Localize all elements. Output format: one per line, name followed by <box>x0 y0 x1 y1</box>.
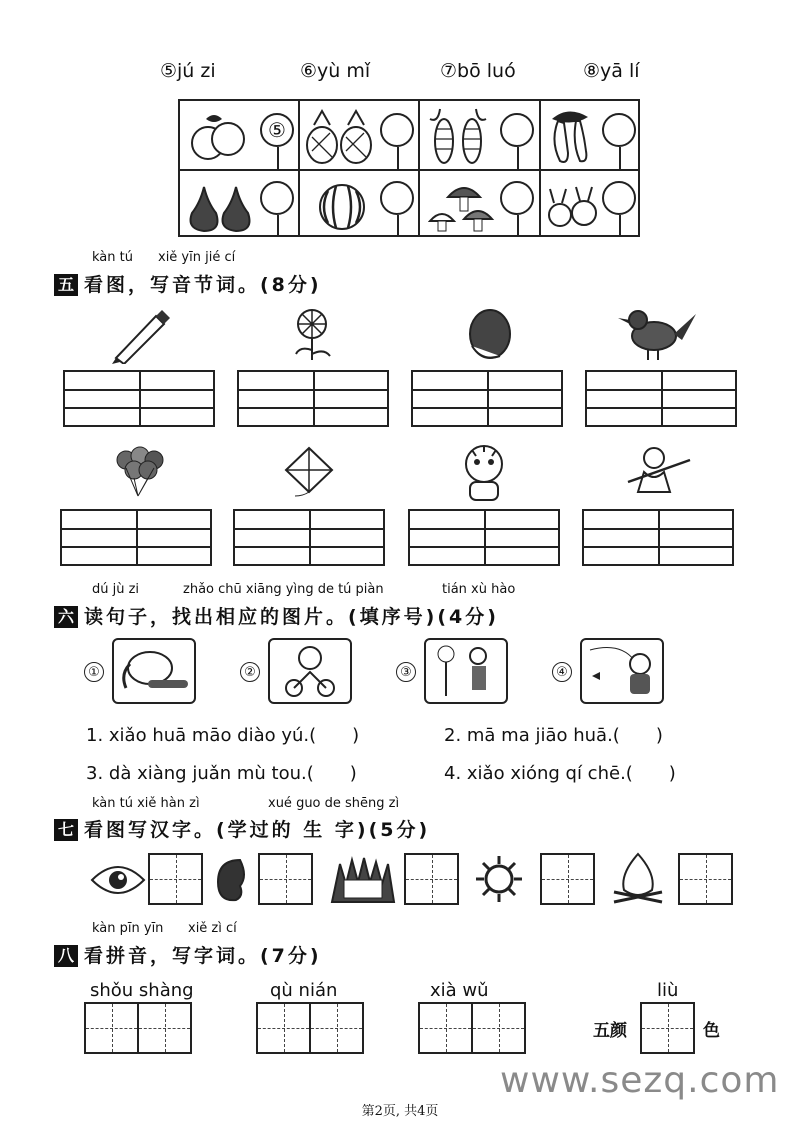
sun-image <box>474 854 524 904</box>
eggplant-image <box>544 105 602 167</box>
answer-circle-8 <box>602 181 636 215</box>
answer-box-4[interactable] <box>640 1002 695 1054</box>
pineapple-image <box>304 107 376 165</box>
item-pinyin-1: shǒu shàng <box>90 980 194 1001</box>
sec7-pinyin-1: kàn tú xiě hàn zì <box>92 796 200 811</box>
phrase-right: 色 <box>703 1021 720 1041</box>
monkey-king-image <box>624 442 694 502</box>
answer-box-3a[interactable] <box>418 1002 473 1054</box>
chrysanthemum-image <box>288 306 336 362</box>
sentence-3: 3. dà xiàng juǎn mù tou.( ) <box>86 763 357 784</box>
picture-watering-flowers <box>424 638 508 704</box>
writing-box-1[interactable] <box>63 370 215 427</box>
sec6-number: 六 <box>54 606 78 628</box>
sec5-title <box>54 270 322 297</box>
sec7-number: 七 <box>54 819 78 841</box>
char-box-4[interactable] <box>540 853 595 905</box>
choice-7: ⑦bō luó <box>440 60 516 82</box>
watermelon-image <box>314 179 370 235</box>
char-box-1[interactable] <box>148 853 203 905</box>
picture-cat-fishing <box>580 638 664 704</box>
sec8-title-text: 看拼音，写字词。(7分) <box>84 945 322 967</box>
sentence-2: 2. mā ma jiāo huā.( ) <box>444 725 663 746</box>
fruit-grid <box>178 99 640 237</box>
writing-box-6[interactable] <box>233 509 385 566</box>
sec5-pinyin-1: kàn tú <box>92 250 133 265</box>
answer-circle-1: ⑤ <box>260 113 294 147</box>
crow-image <box>618 306 702 364</box>
sec8-pinyin-1: kàn pīn yīn <box>92 921 164 936</box>
sec5-title-text: 看图，写音节词。(8分) <box>84 274 322 296</box>
item-pinyin-3: xià wǔ <box>430 980 489 1001</box>
choice-6: ⑥yù mǐ <box>300 60 371 82</box>
writing-box-8[interactable] <box>582 509 734 566</box>
sec7-pinyin-2: xué guo de shēng zì <box>268 796 400 811</box>
answer-box-3b[interactable] <box>471 1002 526 1054</box>
answer-circle-3 <box>500 113 534 147</box>
answer-circle-4 <box>602 113 636 147</box>
answer-box-2b[interactable] <box>309 1002 364 1054</box>
pic-label-1: ① <box>84 662 104 682</box>
sec6-pinyin-3: tián xù hào <box>442 582 516 597</box>
writing-box-7[interactable] <box>408 509 560 566</box>
corn-image <box>424 105 494 167</box>
char-box-5[interactable] <box>678 853 733 905</box>
cabbage-image <box>462 306 516 362</box>
oranges-image <box>186 109 252 163</box>
phrase-left: 五颜 <box>593 1021 627 1041</box>
writing-box-5[interactable] <box>60 509 212 566</box>
answer-circle-6 <box>380 181 414 215</box>
writing-box-4[interactable] <box>585 370 737 427</box>
answer-circle-5 <box>260 181 294 215</box>
writing-box-2[interactable] <box>237 370 389 427</box>
pic-label-4: ④ <box>552 662 572 682</box>
answer-box-2a[interactable] <box>256 1002 311 1054</box>
sec7-title <box>54 815 430 842</box>
sec6-pinyin-2: zhǎo chū xiāng yìng de tú piàn <box>183 582 384 597</box>
choice-8: ⑧yā lí <box>583 60 640 82</box>
balloons-image <box>112 446 168 498</box>
kite-image <box>280 444 338 500</box>
pencil-image <box>110 306 170 364</box>
fire-image <box>610 850 666 906</box>
sec6-title <box>54 602 499 629</box>
sec8-number: 八 <box>54 945 78 967</box>
item-pinyin-4: liù <box>657 980 679 1001</box>
writing-box-3[interactable] <box>411 370 563 427</box>
sec5-pinyin-2: xiě yīn jié cí <box>158 250 236 265</box>
pic-label-2: ② <box>240 662 260 682</box>
mushroom-image <box>428 177 498 237</box>
item-pinyin-2: qù nián <box>270 980 338 1001</box>
sec8-pinyin-2: xiě zì cí <box>188 921 237 936</box>
tiger-image <box>456 442 512 502</box>
answer-circle-7 <box>500 181 534 215</box>
answer-box-1a[interactable] <box>84 1002 139 1054</box>
char-box-3[interactable] <box>404 853 459 905</box>
sec7-title-text: 看图写汉字。(学过的 生 字)(5分) <box>84 819 431 841</box>
grass-image <box>330 854 396 904</box>
sec6-pinyin-1: dú jù zi <box>92 582 140 597</box>
sec6-title-text: 读句子，找出相应的图片。(填序号)(4分) <box>84 606 499 628</box>
ear-image <box>214 856 248 904</box>
picture-bear-bike <box>268 638 352 704</box>
sentence-4: 4. xiǎo xióng qí chē.( ) <box>444 763 676 784</box>
sec8-title <box>54 941 322 968</box>
sentence-1: 1. xiǎo huā māo diào yú.( ) <box>86 725 360 746</box>
radish-image <box>544 181 604 235</box>
eye-image <box>90 860 146 900</box>
watermark: www.sezq.com <box>500 1060 780 1101</box>
picture-elephant <box>112 638 196 704</box>
answer-box-1b[interactable] <box>137 1002 192 1054</box>
char-box-2[interactable] <box>258 853 313 905</box>
sec5-number: 五 <box>54 274 78 296</box>
pic-label-3: ③ <box>396 662 416 682</box>
page-footer: 第2页, 共4页 <box>361 1104 439 1119</box>
answer-circle-2 <box>380 113 414 147</box>
pear-image <box>186 179 256 235</box>
choice-5: ⑤jú zi <box>160 60 216 82</box>
